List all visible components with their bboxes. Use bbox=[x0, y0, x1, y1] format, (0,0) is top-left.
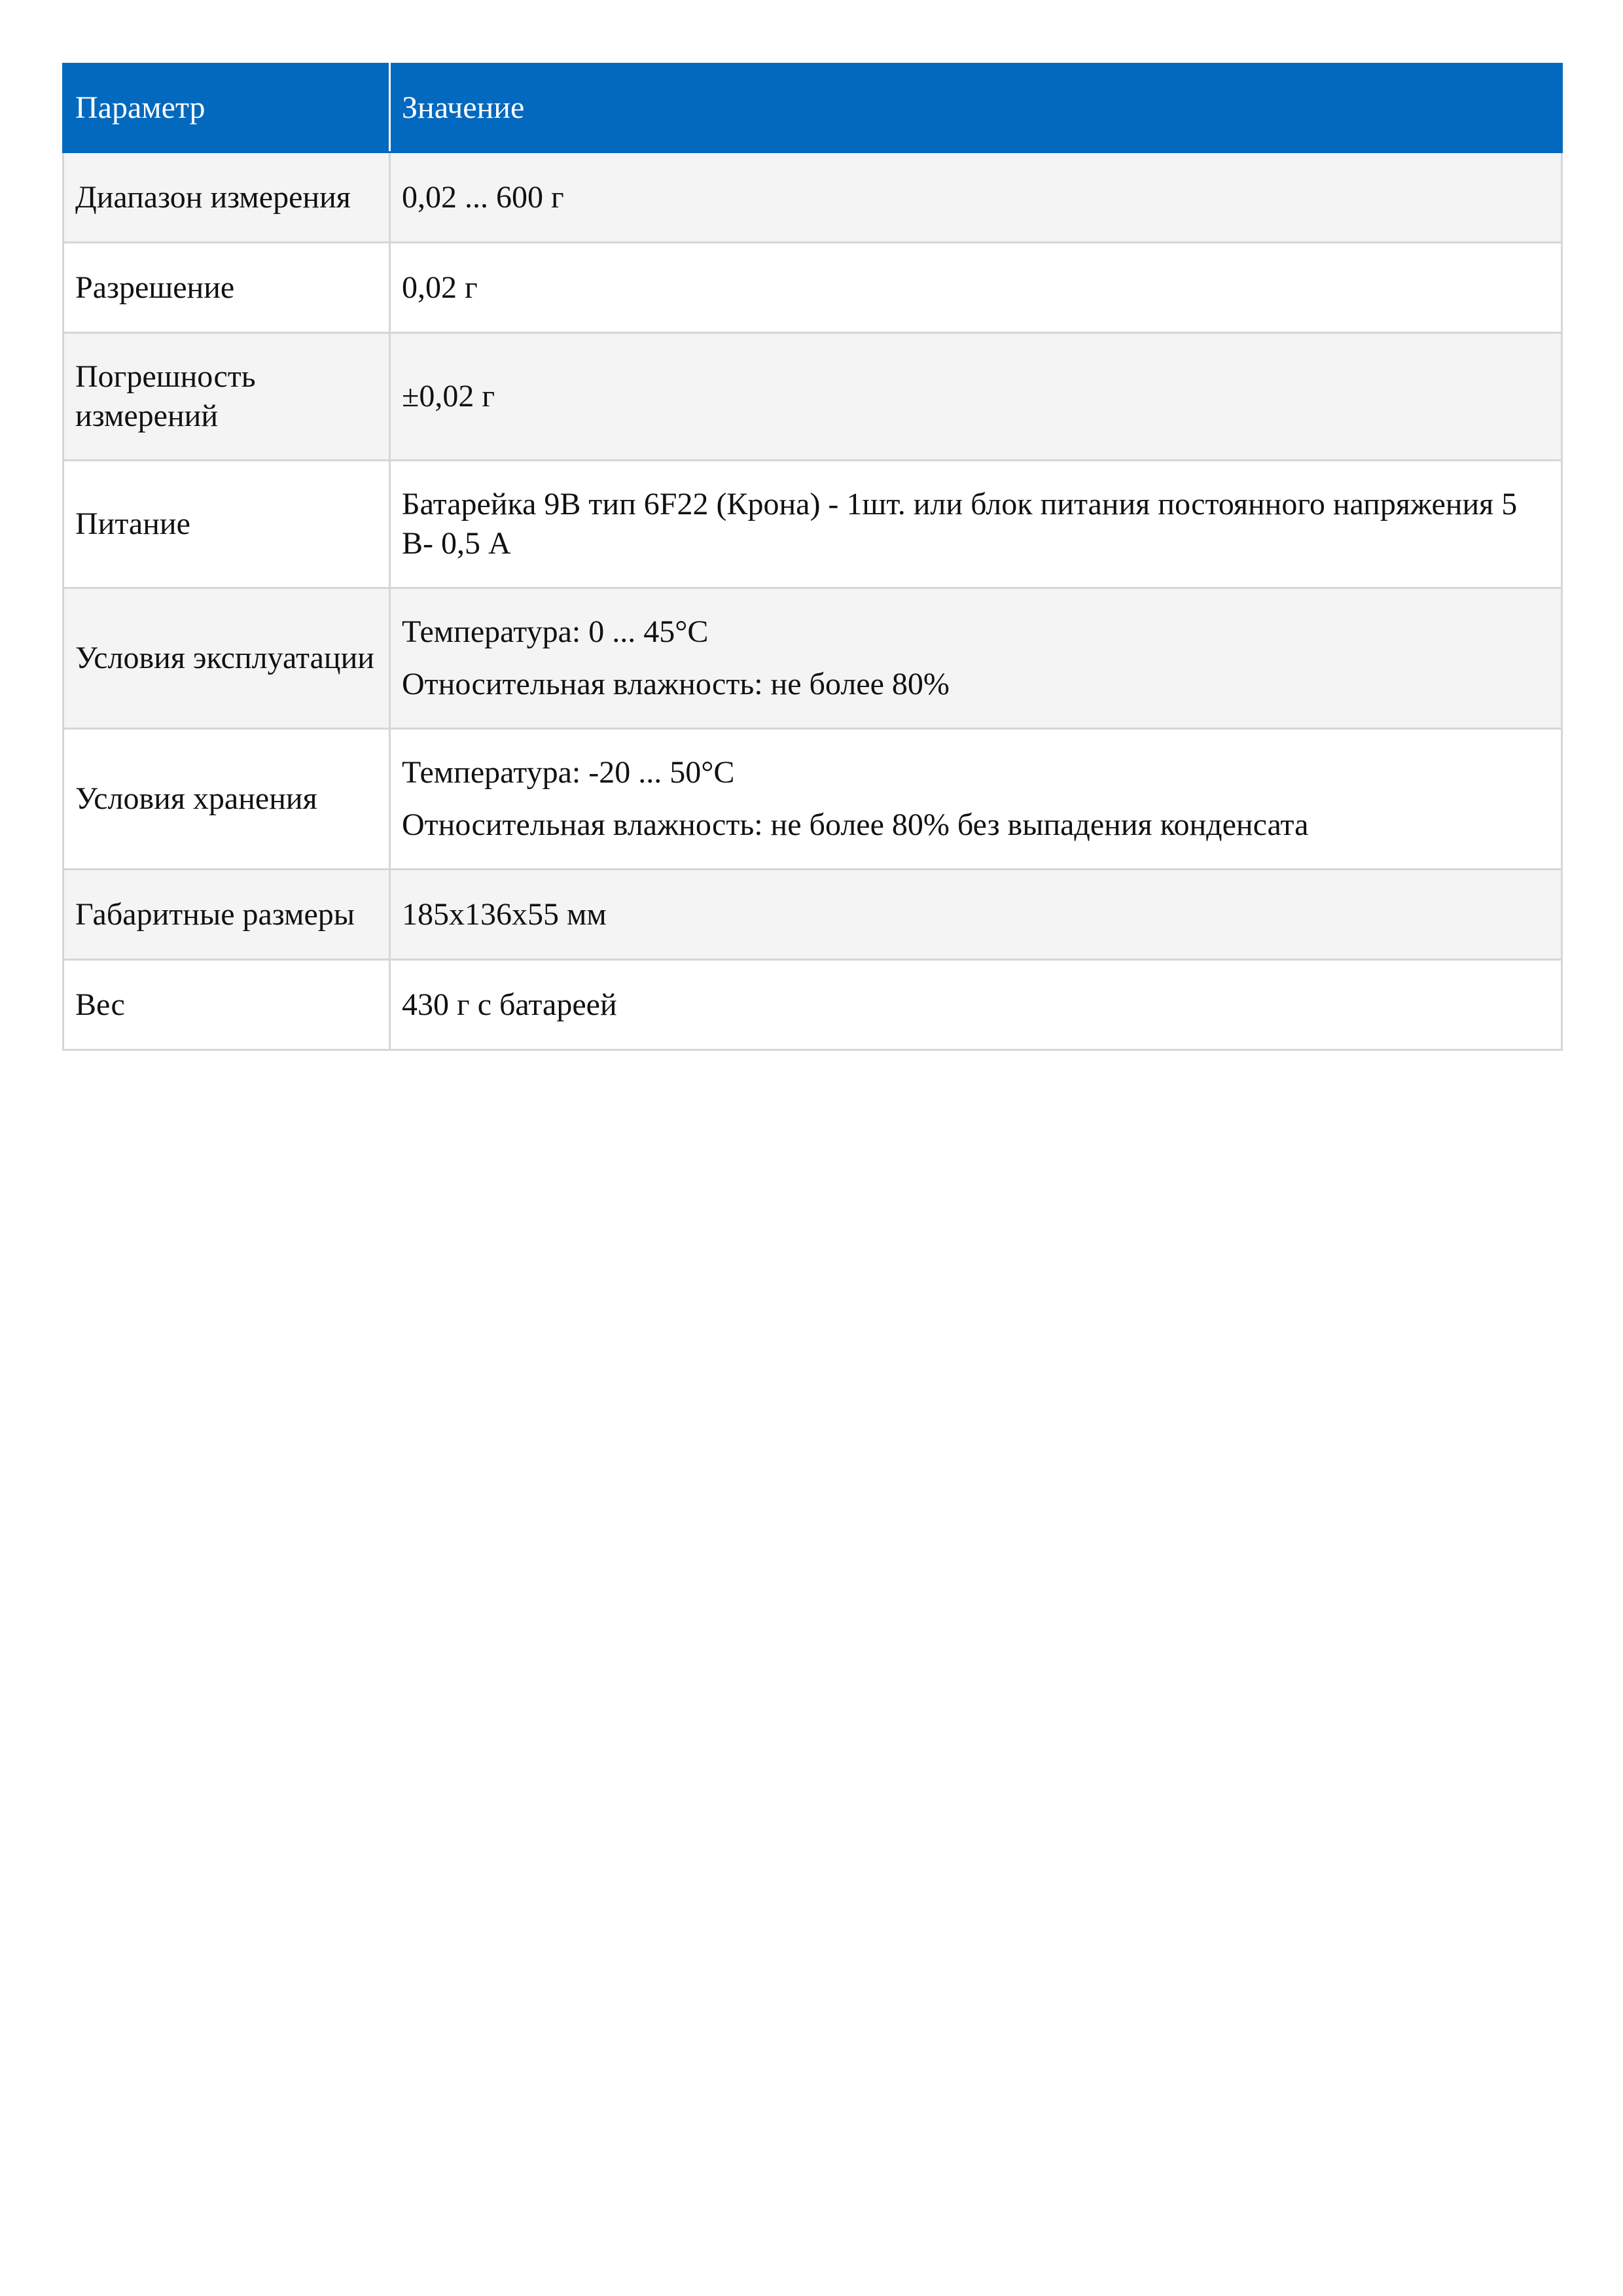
value-line: Батарейка 9В тип 6F22 (Крона) - 1шт. или блок питания постоянного напряжения 5 В- 0,5 А bbox=[402, 487, 1518, 561]
value-cell bbox=[390, 152, 1562, 243]
table-row bbox=[63, 729, 1562, 870]
value-cell bbox=[390, 588, 1562, 729]
value-line: Относительная влажность: не более 80% bbox=[402, 667, 950, 701]
parameter-cell: Питание bbox=[63, 461, 390, 588]
table-header-row bbox=[63, 64, 1562, 152]
table-row bbox=[63, 152, 1562, 243]
table-header bbox=[63, 64, 1562, 152]
parameter-cell: Вес bbox=[63, 960, 390, 1050]
value-line: 0,02 ... 600 г bbox=[402, 179, 564, 215]
column-header-value: Значение bbox=[390, 64, 1562, 152]
value-line: Температура: -20 ... 50°С bbox=[402, 755, 735, 790]
table-row bbox=[63, 243, 1562, 333]
value-line: Температура: 0 ... 45°С bbox=[402, 614, 709, 649]
table-row bbox=[63, 333, 1562, 461]
column-header-parameter: Параметр bbox=[63, 64, 390, 152]
value-cell bbox=[390, 729, 1562, 870]
parameter-cell: Габаритные размеры bbox=[63, 870, 390, 960]
table-body bbox=[63, 152, 1562, 1050]
parameter-cell: Условия эксплуатации bbox=[63, 588, 390, 729]
value-line: 0,02 г bbox=[402, 270, 478, 305]
value-line: 430 г с батареей bbox=[402, 987, 617, 1022]
table-row bbox=[63, 461, 1562, 588]
specifications-table bbox=[62, 63, 1563, 1051]
table-row bbox=[63, 870, 1562, 960]
parameter-cell: Диапазон измерения bbox=[63, 152, 390, 243]
parameter-cell: Разрешение bbox=[63, 243, 390, 333]
table-row bbox=[63, 960, 1562, 1050]
value-line: 185х136х55 мм bbox=[402, 896, 607, 932]
value-line: ±0,02 г bbox=[402, 379, 495, 414]
value-cell bbox=[390, 243, 1562, 333]
parameter-cell: Условия хранения bbox=[63, 729, 390, 870]
value-cell bbox=[390, 461, 1562, 588]
value-cell bbox=[390, 870, 1562, 960]
value-cell bbox=[390, 333, 1562, 461]
parameter-cell: Погрешность измерений bbox=[63, 333, 390, 461]
table-row bbox=[63, 588, 1562, 729]
value-line: Относительная влажность: не более 80% без выпадения конденсата bbox=[402, 807, 1309, 842]
value-cell bbox=[390, 960, 1562, 1050]
